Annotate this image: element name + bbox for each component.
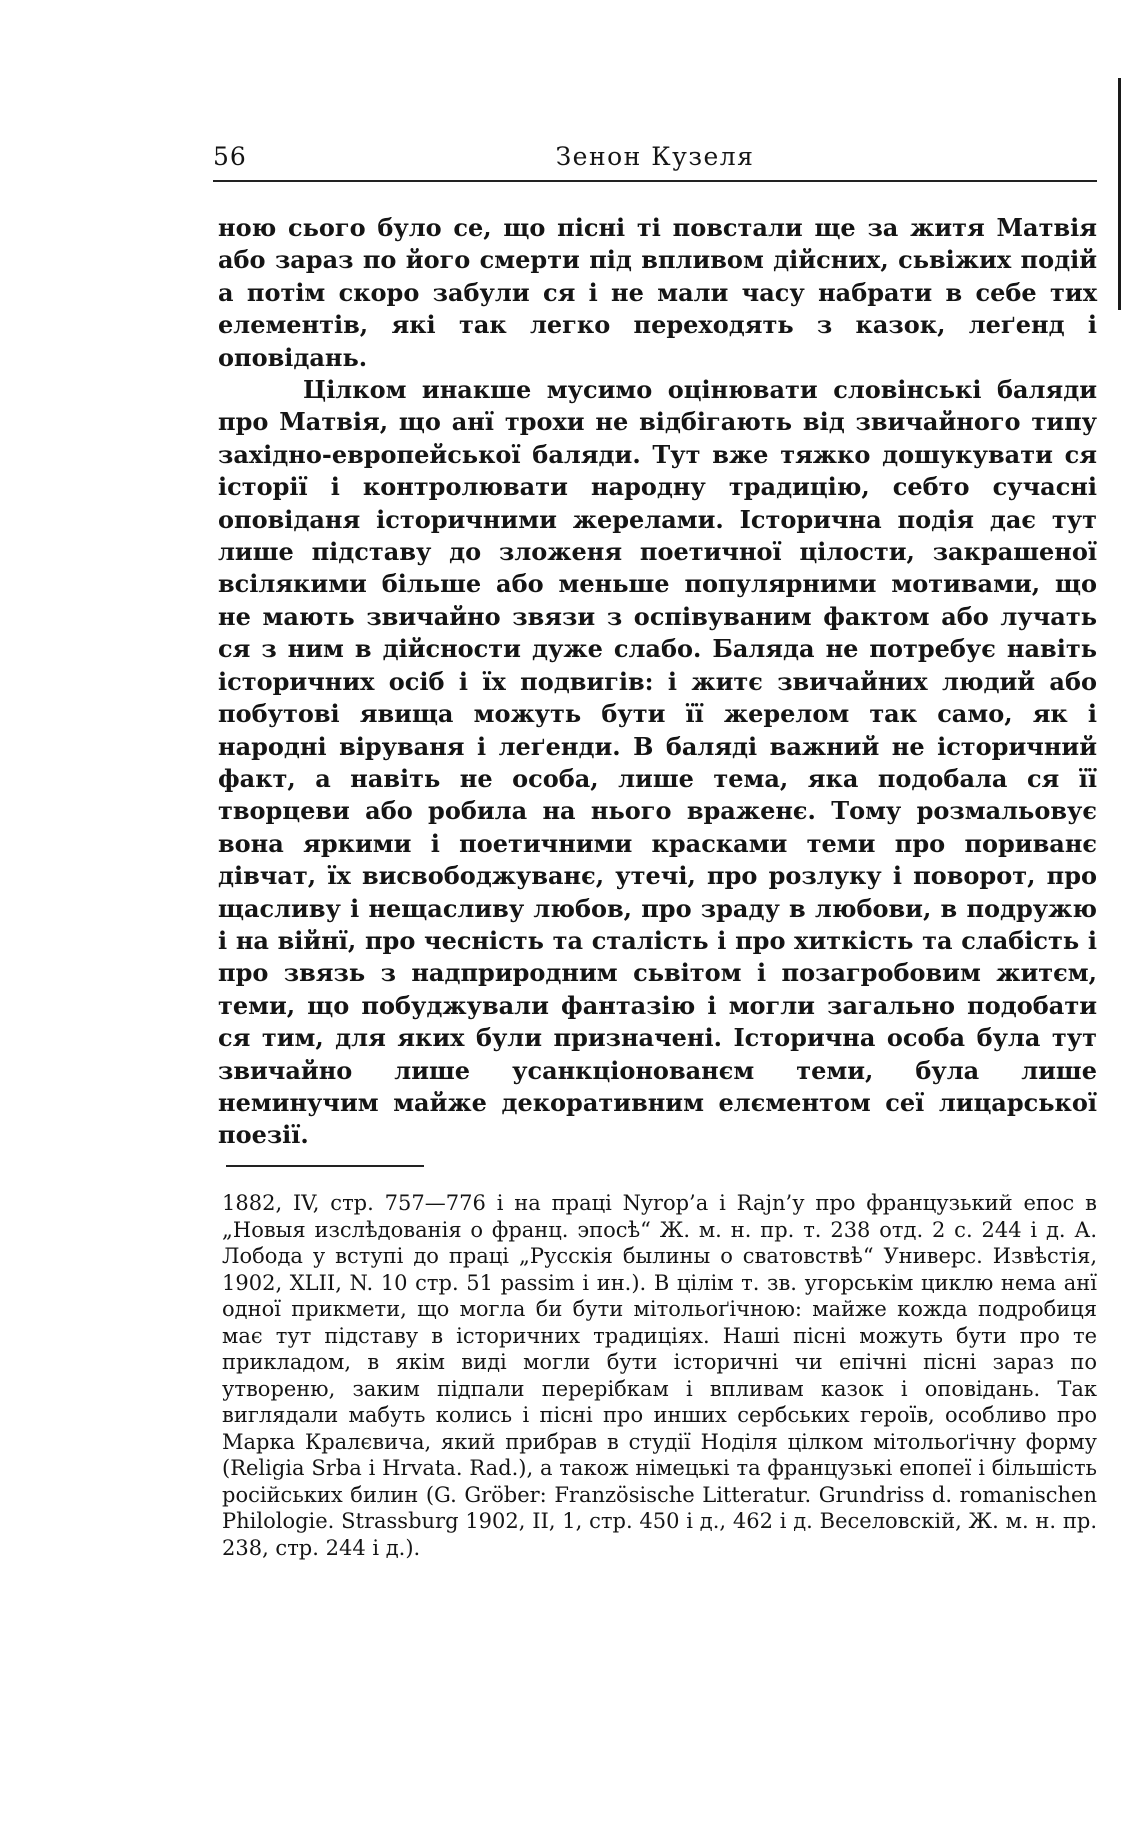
paragraph: Цілком инакше мусимо оцінювати словінські баляди про Матвія, що анї трохи не відбігають від звичайного типу західно-европейської баляди. Тут вже тяжко дошукувати ся історії і контролювати народну традицію, себто сучасні оповіданя історичними жерелами. Історична подія дає тут лише підставу до зложеня поетичної цілости, закрашеної всілякими більше або меньше популярними мотивами, що не мають звичайно звязи з оспівуваним фактом або лучать ся з ним в дійсности дуже слабо. Баляда не потребує навіть історичних осіб і їх подвигів: і житє звичайних людий або побутові явища можуть бути її жерелом так само, як і народні віруваня і леґенди. В баляді важний не історичний факт, а навіть не особа, лише тема, яка подобала ся її творцеви або робила на нього враженє. Тому розмальовує вона яркими і поетичними красками теми про пориванє дівчат, їх висвободжуванє, утечі, про розлуку і поворот, про щасливу і нещасливу любов, про зраду в любови, в подружю і на війнї, про чесність та сталість і про хиткість та слабість і про звязь з надприродним сьвітом і позагробовим житєм, теми, що побуджували фантазію і могли загально подобати ся тим, для яких були призначені. Історична особа була тут звичайно лише усанкціонованєм теми, була лише неминучим майже декоративним елєментом сеї лицарської поезії. xyxy=(218,375,1097,1150)
footnote-divider xyxy=(226,1165,424,1167)
paragraph-continuation: ною сього було се, що пісні ті повстали ще за житя Матвія або зараз по його смерти під впливом дійсних, сьвіжих подій а потім скоро забули ся і не мали часу набрати в себе тих елементів, які так легко переходять з казок, леґенд і оповідань. xyxy=(218,213,1097,372)
main-text xyxy=(218,212,1097,1152)
running-title: Зенон Кузеля xyxy=(555,142,755,171)
page-edge-mark xyxy=(1118,78,1121,310)
footnote-paragraph: 1882, IV, стр. 757—776 і на праці Nyrop’a i Rajn’у про французький епос в „Новыя изслѣдованія о франц. эпосѣ“ Ж. м. н. пр. т. 238 отд. 2 с. 244 і д. А. Лобода у вступі до праці „Русскія былины о сватовствѣ“ Универс. Извѣстія, 1902, XLII, N. 10 стр. 51 passim i ин.). В цілім т. зв. угорськім циклю нема анї одної прикмети, що могла би бути мітольоґічною: майже кожда подробиця має тут підставу в історичних традиціях. Наші пісні можуть бути про те прикладом, в якім виді могли бути історичні чи епічні пісні зараз по утвореню, заким підпали перерібкам і впливам казок і оповідань. Так виглядали мабуть колись і пісні про инших сербських героїв, особливо про Марка Кралєвича, який прибрав в студії Ноділя цілком мітольоґічну форму (Religia Srba i Hrvata. Rad.), а також німецькі та французькі епопеї і більшість російських билин (G. Gröber: Französische Litteratur. Grundriss d. romanischen Philologie. Strassburg 1902, II, 1, стр. 450 і д., 462 і д. Веселовскій, Ж. м. н. пр. 238, стр. 244 і д.). xyxy=(222,1191,1097,1560)
running-head xyxy=(213,142,1097,182)
footnote xyxy=(222,1190,1097,1561)
page-number: 56 xyxy=(213,142,247,171)
